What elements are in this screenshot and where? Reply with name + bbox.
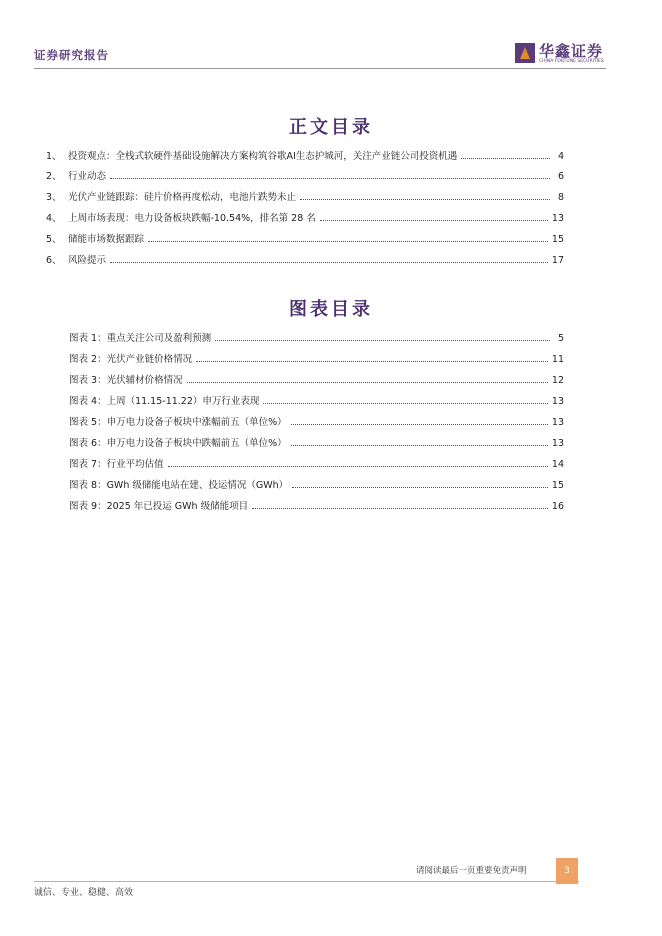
figure-item-text: 图表 8：GWh 级储能电站在建、投运情况（GWh） xyxy=(69,480,289,491)
figure-list-item[interactable] xyxy=(69,414,564,428)
toc-leader-dots xyxy=(148,233,548,242)
toc-leader-dots xyxy=(300,191,550,200)
figure-list-item[interactable] xyxy=(69,330,564,344)
toc-item-text: 光伏产业链跟踪：硅片价格再度松动，电池片跌势未止 xyxy=(68,192,297,203)
figure-item-page: 16 xyxy=(551,501,564,512)
figure-list-item[interactable] xyxy=(69,351,564,365)
logo-text: 华鑫证券 xyxy=(539,42,604,60)
toc-item-number: 6、 xyxy=(46,255,62,266)
figure-item-text: 图表 5：申万电力设备子板块中涨幅前五（单位%） xyxy=(69,417,287,428)
toc-leader-dots xyxy=(292,479,548,488)
figure-item-text: 图表 3：光伏辅材价格情况 xyxy=(69,375,183,386)
toc-leader-dots xyxy=(215,332,550,341)
toc-item[interactable] xyxy=(46,189,564,203)
toc-item-number: 3、 xyxy=(46,192,62,203)
company-logo xyxy=(515,40,615,66)
figure-list-item[interactable] xyxy=(69,477,564,491)
figure-list-item[interactable] xyxy=(69,456,564,470)
toc-leader-dots xyxy=(291,416,548,425)
toc-item-page: 15 xyxy=(551,234,564,245)
toc-item[interactable] xyxy=(46,168,564,182)
toc-item-number: 5、 xyxy=(46,234,62,245)
figure-list-item[interactable] xyxy=(69,372,564,386)
logo-subtext: CHINA FORTUNE SECURITIES xyxy=(539,59,604,64)
toc-item-number: 4、 xyxy=(46,213,62,224)
figure-item-page: 13 xyxy=(551,417,564,428)
figure-item-page: 14 xyxy=(551,459,564,470)
toc-item-number: 2、 xyxy=(46,171,62,182)
figure-item-page: 12 xyxy=(551,375,564,386)
toc-item-page: 4 xyxy=(557,151,564,162)
footer-motto: 诚信、专业、稳健、高效 xyxy=(34,888,134,898)
toc-leader-dots xyxy=(461,150,550,159)
toc-item-number: 1、 xyxy=(46,151,62,162)
toc-leader-dots xyxy=(252,500,548,509)
footer-disclaimer: 请阅读最后一页重要免责声明 xyxy=(416,866,527,876)
page-number-badge: 3 xyxy=(556,858,578,884)
toc-leader-dots xyxy=(196,353,548,362)
figure-list-item[interactable] xyxy=(69,393,564,407)
header-divider xyxy=(34,68,606,69)
logo-mark-icon xyxy=(515,43,535,63)
toc-item-page: 8 xyxy=(557,192,564,203)
toc-item[interactable] xyxy=(46,252,564,266)
figure-item-text: 图表 9：2025 年已投运 GWh 级储能项目 xyxy=(69,501,249,512)
toc-leader-dots xyxy=(168,458,548,467)
footer-divider xyxy=(34,881,579,882)
toc-item-text: 风险提示 xyxy=(68,255,107,266)
figure-item-page: 13 xyxy=(551,438,564,449)
figure-item-text: 图表 1：重点关注公司及盈利预测 xyxy=(69,333,212,344)
header-label: 证券研究报告 xyxy=(34,48,109,62)
toc-item-text: 投资观点：全栈式软硬件基础设施解决方案构筑谷歌AI生态护城河，关注产业链公司投资机遇 xyxy=(68,151,458,162)
toc-item[interactable] xyxy=(46,210,564,224)
figure-list-item[interactable] xyxy=(69,435,564,449)
toc-item-page: 13 xyxy=(551,213,564,224)
figure-item-text: 图表 2：光伏产业链价格情况 xyxy=(69,354,193,365)
figures-title: 图表目录 xyxy=(289,299,373,320)
toc-item-page: 6 xyxy=(557,171,564,182)
figure-item-text: 图表 7：行业平均估值 xyxy=(69,459,164,470)
figure-item-page: 13 xyxy=(551,396,564,407)
figure-item-page: 15 xyxy=(551,480,564,491)
toc-item-page: 17 xyxy=(551,255,564,266)
figure-item-page: 11 xyxy=(551,354,564,365)
figure-item-page: 5 xyxy=(557,333,564,344)
toc-leader-dots xyxy=(187,374,548,383)
toc-item-text: 行业动态 xyxy=(68,171,107,182)
toc-item-text: 上周市场表现：电力设备板块跌幅-10.54%，排名第 28 名 xyxy=(68,213,316,224)
toc-item[interactable] xyxy=(46,231,564,245)
toc-leader-dots xyxy=(320,212,548,221)
toc-item[interactable] xyxy=(46,148,564,162)
figure-item-text: 图表 6：申万电力设备子板块中跌幅前五（单位%） xyxy=(69,438,287,449)
toc-title: 正文目录 xyxy=(289,117,373,138)
toc-leader-dots xyxy=(110,170,550,179)
toc-leader-dots xyxy=(263,395,548,404)
figure-list-item[interactable] xyxy=(69,498,564,512)
toc-leader-dots xyxy=(291,437,548,446)
figure-item-text: 图表 4：上周（11.15-11.22）申万行业表现 xyxy=(69,396,260,407)
toc-item-text: 储能市场数据跟踪 xyxy=(68,234,145,245)
toc-leader-dots xyxy=(110,254,548,263)
